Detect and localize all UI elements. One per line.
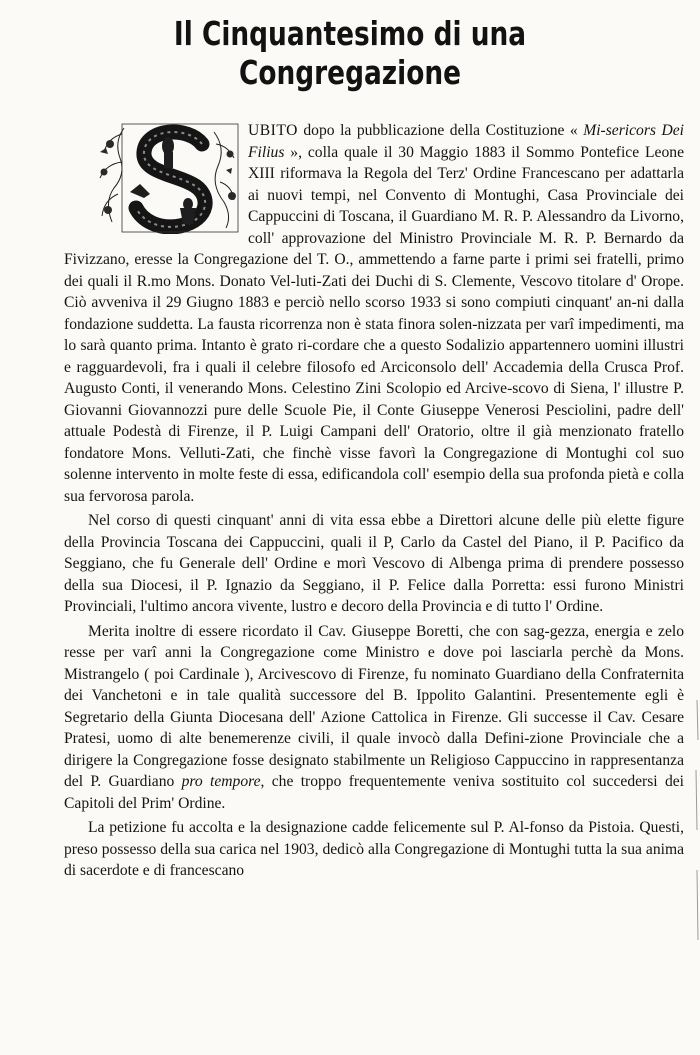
paragraph-1-italic: Mi-sericors Dei Filius	[248, 122, 684, 161]
article-title: Il Cinquantesimo di una Congregazione	[173, 14, 527, 92]
drop-cap-illustration-icon	[64, 122, 242, 234]
paragraph-2: Nel corso di questi cinquant' anni di vita essa ebbe a Direttori alcune delle più elette figure della Provincia Toscana dei Cappuccini, quali il P, Carlo da Castel del Piano, il P. Pacifico da Seggiano, che fu Generale dell' Ordine e morì Vescovo di Albenga prima di prendere possesso della sua Diocesi, il P. Ignazio da Seggiano, il P. Felice dalla Porretta: essi furono Ministri Provinciali, l'ultimo ancora vivente, lustro e decoro della Provincia e di tutto l' Ordine.	[64, 512, 684, 615]
scan-edge-marks	[692, 700, 700, 1000]
paragraph-1-text-b: », colla quale il 30 Maggio 1883 il Sommo Pontefice Leone XIII riformava la Regola del Terz' Ordine Francescano per adattarla ai nuovi tempi, nel Convento di Montughi, Casa Provinciale dei Cappuccini di Toscana, il Guardiano M. R. P. Alessandro da Livorno, coll' approvazione del Ministro Provinciale M. R. P. Bernardo da Fivizzano, eresse la Congregazione del T. O., ammettendo a farne parte i primi sei fratelli, primo dei quali il R.mo Mons. Donato Vel-luti-Zati dei Duchi di S. Clemente, Vescovo titolare d' Orope. Ciò avveniva il 29 Giugno 1883 e perciò nello scorso 1933 si sono compiuti cinquant' an-ni dalla fondazione suddetta. La fausta ricorrenza non è stata finora solen-nizzata per varî impedimenti, ma lo sarà quanto prima. Intanto è grato ri-cordare che a questo Sodalizio appartennero uomini illustri e ragguardevoli, fra i quali il celebre filosofo ed Arciconsolo dell' Accademia della Crusca Prof. Augusto Conti, il venerando Mons. Celestino Zini Scolopio ed Arcive-scovo di Siena, l' illustre P. Giovanni Giovannozzi pure delle Scuole Pie, il Conte Giuseppe Venerosi Pesciolini, padre dell' attuale Podestà di Firenze, il P. Luigi Campani dell' Oratorio, oltre il già menzionato fratello fondatore Mons. Velluti-Zati, che finchè visse favorì la Congregazione di Montughi col suo solenne intervento in molte feste di essa, edificandola coll' esempio della sua profonda pietà e colla sua fervorosa parola.	[64, 143, 684, 505]
opening-word: UBITO	[248, 122, 298, 139]
paragraph-1-text-a: dopo la pubblicazione della Costituzione «	[297, 122, 578, 139]
paragraph-3	[64, 621, 684, 815]
article-body	[64, 120, 684, 882]
paragraph-4: La petizione fu accolta e la designazione cadde felicemente sul P. Al-fonso da Pistoia. Questi, preso possesso della sua carica nel 1903, dedicò alla Congregazione di Montughi tutta la sua anima di sacerdote e di francescano	[64, 819, 684, 879]
illuminated-initial	[64, 122, 242, 234]
paragraph-3-text-b: , che troppo frequentemente veniva sostituito col succedersi dei Capitoli del Prim' Ordine.	[64, 773, 684, 812]
paragraph-3-italic: pro tempore	[174, 773, 261, 790]
paragraph-3-text-a: Merita inoltre di essere ricordato il Cav. Giuseppe Boretti, che con sag-gezza, energia e zelo resse per varî anni la Congregazione come Ministro e dove poi lasciarla perchè da Mons. Mistrangelo ( poi Cardinale ), Arcivescovo di Firenze, fu nominato Guardiano della Confraternita dei Vanchetoni e in tale qualità successore del B. Ippolito Galantini. Presentemente egli è Segretario della Giunta Diocesana dell' Azione Cattolica in Firenze. Gli successe il Cav. Cesare Pratesi, uomo di alte benemerenze civili, il quale invocò dalla Defini-zione Provinciale che a dirigere la Congregazione fosse designato stabilmente un Religioso Cappuccino in rappresentanza del P. Guardiano	[64, 622, 684, 790]
